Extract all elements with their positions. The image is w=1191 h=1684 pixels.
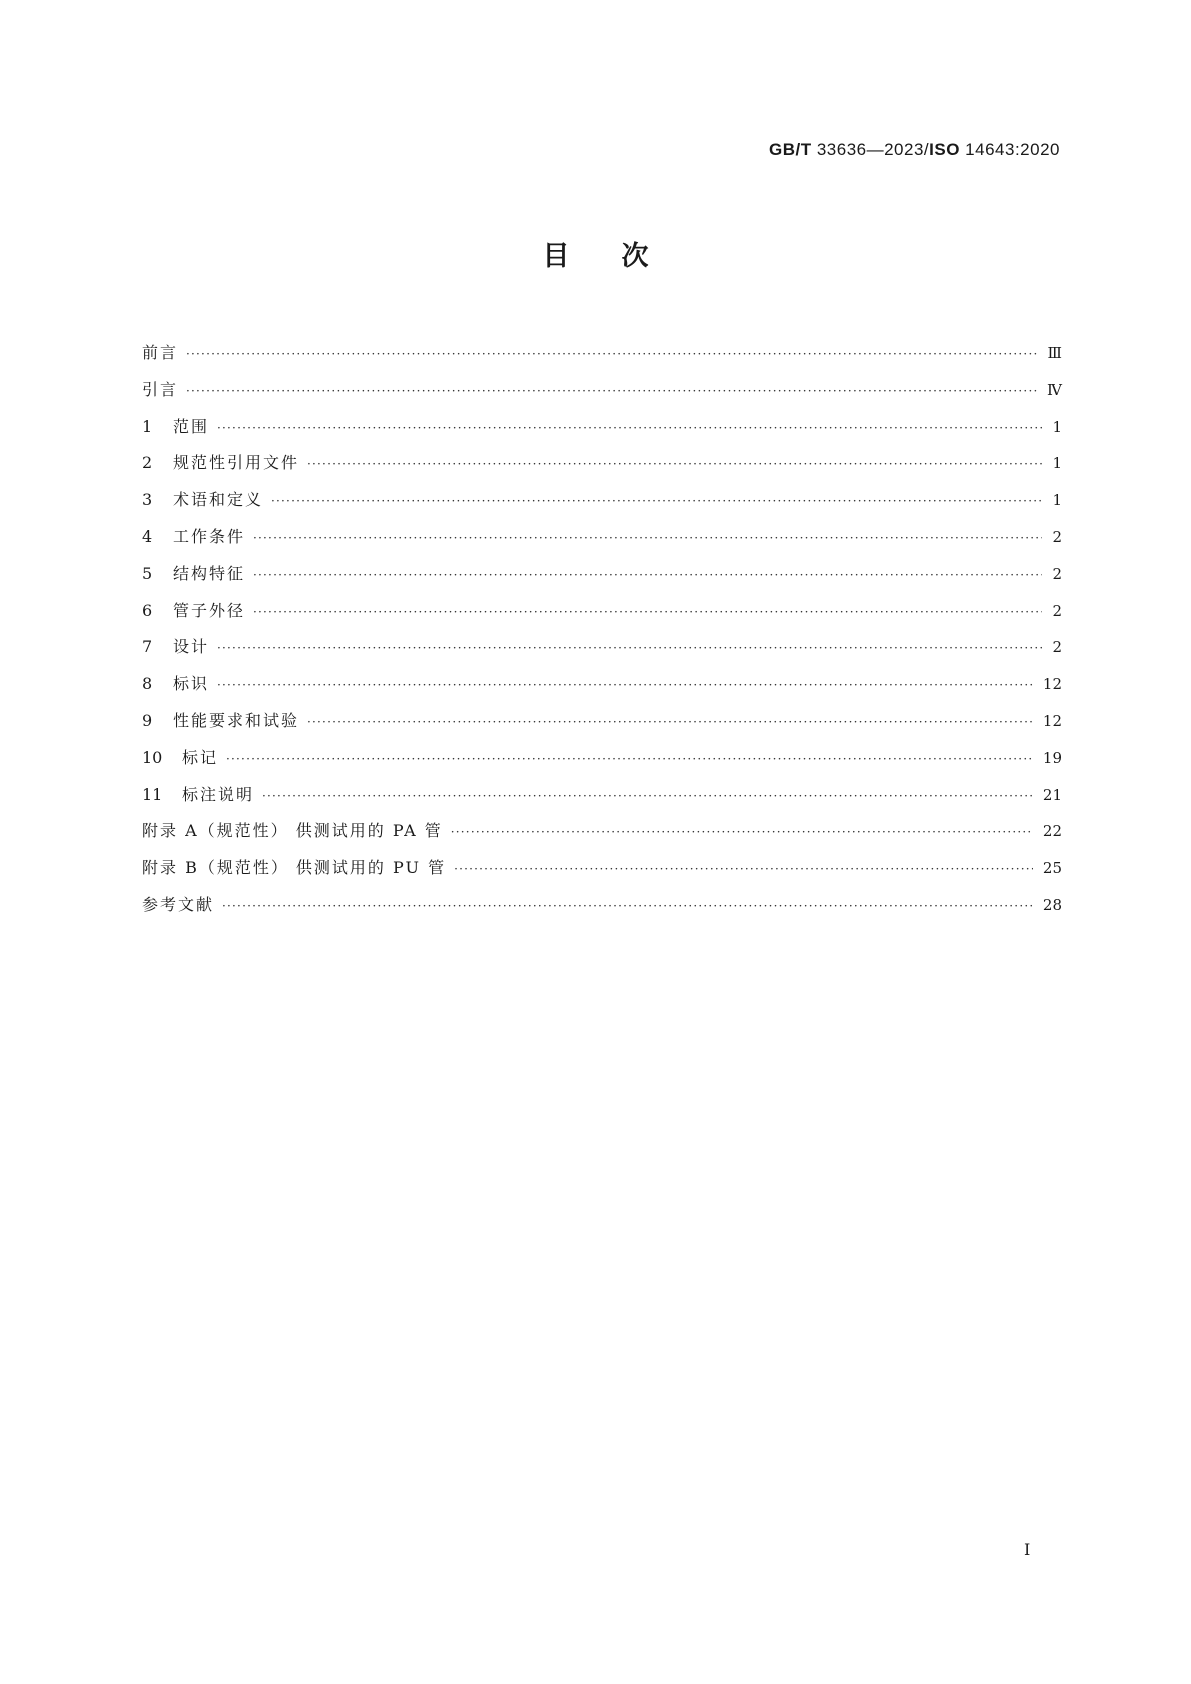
toc-entry[interactable] [142,372,1062,409]
toc-entry[interactable] [142,850,1062,887]
toc-entry-label: 术语和定义 [173,490,264,510]
toc-entry-label: 性能要求和试验 [173,710,300,730]
toc-dot-leader [186,336,1038,373]
toc-entry[interactable] [142,409,1062,446]
toc-entry-label: 范围 [173,416,210,436]
toc-entry-number: 11 [142,784,163,804]
toc-entry-label: 附录 A（规范性） 供测试用的 PA 管 [142,821,443,841]
standard-number-header [769,140,1060,160]
toc-entry-label: 参考文献 [142,894,215,914]
toc-entry-number: 10 [142,747,163,767]
toc-entry-label: 标注说明 [182,784,255,804]
toc-entry-label: 管子外径 [173,600,246,620]
toc-entry-label: 附录 B（规范性） 供测试用的 PU 管 [142,858,447,878]
toc-entry-number: 5 [142,563,153,583]
toc-entry-label: 设计 [173,637,210,657]
toc-entry[interactable] [142,519,1062,556]
toc-dot-leader [217,630,1042,667]
toc-entry[interactable] [142,740,1062,777]
toc-entry-label: 结构特征 [173,563,246,583]
toc-entry-page: 12 [1042,675,1062,694]
page-title: 目次 [542,241,701,272]
toc-entry[interactable] [142,556,1062,593]
toc-dot-leader [222,888,1033,925]
toc-entry-page: 12 [1042,711,1062,730]
toc-entry[interactable] [142,593,1062,630]
toc-dot-leader [307,704,1033,741]
toc-entry[interactable] [142,777,1062,814]
toc-entry-number: 6 [142,600,153,620]
toc-entry-page: 1 [1052,491,1062,510]
toc-dot-leader [186,373,1037,410]
toc-entry-page: 1 [1052,417,1062,436]
standard-code: 33636—2023/ [811,140,930,159]
toc-entry-page: 28 [1042,895,1062,914]
toc-entry-label: 工作条件 [173,526,246,546]
page-number: Ⅰ [1024,1540,1031,1559]
toc-entry-page: Ⅲ [1047,344,1062,362]
toc-entry-number: 1 [142,416,153,436]
toc-dot-leader [253,594,1042,631]
toc-entry[interactable] [142,482,1062,519]
table-of-contents [142,335,1062,924]
toc-entry-label: 引言 [142,379,179,399]
toc-entry-page: 2 [1052,564,1062,583]
toc-entry-label: 前言 [142,343,179,362]
iso-prefix: ISO [929,140,960,159]
toc-dot-leader [271,483,1042,520]
toc-entry-number: 8 [142,674,153,694]
toc-entry-number: 9 [142,710,153,730]
toc-entry-page: 22 [1042,822,1062,841]
toc-dot-leader [217,667,1033,704]
toc-entry-label: 规范性引用文件 [173,453,300,473]
toc-entry-label: 标识 [173,674,210,694]
toc-entry-number: 4 [142,526,153,546]
toc-dot-leader [454,851,1033,888]
toc-entry[interactable] [142,445,1062,482]
toc-entry-number: 3 [142,490,153,510]
toc-entry-page: 19 [1042,748,1062,767]
toc-entry-page: 21 [1042,785,1062,804]
iso-code: 14643:2020 [959,140,1060,159]
toc-entry[interactable] [142,887,1062,924]
toc-entry[interactable] [142,703,1062,740]
toc-entry-page: 2 [1052,638,1062,657]
toc-dot-leader [253,557,1042,594]
toc-entry-page: 1 [1052,454,1062,473]
toc-dot-leader [262,778,1033,815]
toc-entry-page: 25 [1042,859,1062,878]
toc-entry-label: 标记 [182,747,219,767]
toc-entry[interactable] [142,629,1062,666]
toc-entry-number: 7 [142,637,153,657]
toc-dot-leader [307,446,1042,483]
toc-dot-leader [451,814,1033,851]
toc-entry[interactable] [142,813,1062,850]
toc-entry-number: 2 [142,453,153,473]
toc-dot-leader [217,410,1042,447]
toc-entry-page: 2 [1052,527,1062,546]
toc-entry-page: Ⅳ [1047,380,1062,399]
toc-dot-leader [253,520,1042,557]
toc-dot-leader [226,741,1033,778]
standard-prefix: GB/T [769,140,812,159]
toc-entry[interactable] [142,666,1062,703]
toc-entry[interactable] [142,335,1062,372]
toc-entry-page: 2 [1052,601,1062,620]
